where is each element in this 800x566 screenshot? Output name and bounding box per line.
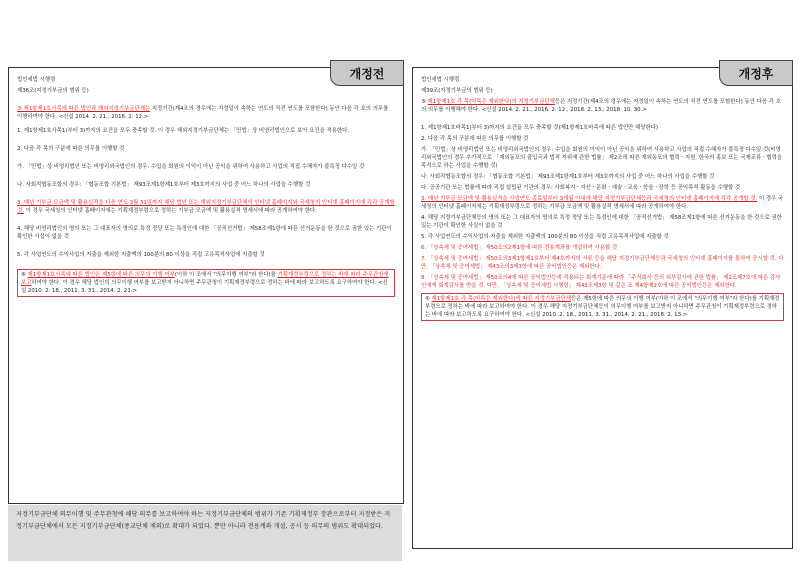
after-item-5: 5. 각 사업연도의 수익사업의 지출을 제외한 지출액의 100분의 80 이상을 직접 고유목적사업에 지출할 것	[421, 234, 669, 240]
after-law-title: 법인세법 시행령	[421, 77, 460, 83]
after-item-6: 6. 「상속세 및 증여세법」 제50조의2제1항에 따른 전용계좌를 개설하여 사용할 것	[421, 245, 618, 251]
before-item-2-na: 나. 사회적협동조합의 경우: 「협동조합 기본법」 제93조제1항제1호부터 제3호까지의 사업 중 어느 하나의 사업을 수행할 것	[17, 182, 311, 188]
before-item-2: 2. 다음 각 목의 구분에 따른 의무를 이행할 것	[17, 146, 125, 152]
after-item-2-na: 나. 사회적협동조합의 경우: 「협동조합 기본법」 제93조제1항제1호부터 제3호까지의 사업 중 어느 하나의 사업을 수행할 것	[421, 174, 715, 180]
before-paragraph-6: ⑥ 제1항제1호사목에 따른 법인은 제5항에 따른 의무의 이행 여부(이하 이 조에서 "의무이행 여부"라 한다)를 기획재정부령으로 정하는 바에 따라 주무관청에 보고하여야 한다. 이 경우 해당 법인의 의무이행 여부를 보고받지 아니하면 주무관청이 기획재정부령으로 정하는 바에 따라 보고하도록 요구하여야 한다. <신설 2010. 2. 18., 2011. 3. 31., 2014. 2. 21.>	[17, 269, 395, 297]
after-paragraph-6: ⑥ 제1항제1호 각 목(마목은 제외한다)에 따른 지정기부금단체등은 제5항에 따른 의무의 이행 여부(이하 이 조에서 "의무이행 여부"라 한다)를 기획재정부령으로 정하는 바에 따라 보고하여야 한다. 이 경우 해당 지정기부금단체등이 의무이행 여부를 보고받지 아니하면 주무관청이 기획재정부령으로 정하는 바에 따라 보고하도록 요구하여야 한다. <신설 2010. 2. 18., 2011. 3. 31., 2014. 2. 21., 2018. 2. 13.>	[421, 293, 784, 321]
before-article-title: 제36조(지정기부금의 범위 등)	[17, 88, 89, 94]
after-paragraph-5: ⑤ 제1항제1호 각 목(마목은 제외한다)의 지정기부금단체등은 지정기간(제4조의 경우에는 지정일이 속하는 연도의 직전 연도를 포함한다) 동안 다음 각 호의 의무를 이행해야 한다. <신설 2014. 2. 21., 2016. 2. 12., 2018. 2. 13., 2018. 10. 30.>	[421, 99, 781, 113]
after-item-8: 8. 「상속세 및 증여세법」 제50조의4에 따른 공익법인등에 적용되는 회계기준에 따라 「주식회사 등의 외부감사에 관한 법률」 제2조제7호에 따른 감사인에게 회계감사를 받을 것. 다만, 「상속세 및 증여세법 시행령」 제43조제3항 및 같은 조 제4항제2호에 따른 공익법인등은 제외한다.	[421, 275, 781, 289]
after-item-7: 7. 「상속세 및 증여세법」 제50조의3제1항제1호부터 제4호까지의 서류 등을 해당 지정기부금단체등과 국세청의 인터넷 홈페이지를 통하여 공시할 것. 다만, 「상속세 및 증여세법」 제43조의3제3항에 따른 공익법인등은 제외한다.	[421, 256, 784, 270]
summary-note: 지정기부금단체 의무이행 및 주무관청에 해당 의무를 보고하여야 하는 지정기부금단체의 범위가 기존 기획재정부 장관으로부터 지정받은 지정기부금단체에서 모든 지정기부금단체(종교단체 제외)로 확대가 되었다. 뿐만 아니라 전용계좌 개설, 공시 등 의무의 범위도 확대되었다.	[8, 505, 402, 561]
before-item-1: 1. 제1항제1호사목1)부터 3)까지의 요건을 모두 충족할 것. 이 경우 해외지정기부금단체는 「민법」상 비영리법인으로 보아 요건을 적용한다.	[17, 128, 350, 134]
before-item-2-ga: 가. 「민법」상 비영리법인 또는 비영리외국법인의 경우: 수입을 회원의 이익이 아닌 공익을 위하여 사용하고 사업의 직접 수혜자가 불특정 다수일 것	[17, 164, 365, 170]
after-label: 개정후	[719, 60, 793, 86]
after-item-2-da: 다. 공공기관 또는 법률에 따라 직접 설립된 기관의 경우: 사회복지ㆍ자선ㆍ문화ㆍ예술ㆍ교육ㆍ학술ㆍ장학 등 공익목적 활동을 수행할 것	[421, 185, 741, 191]
before-law-title: 법인세법 시행령	[17, 77, 56, 83]
after-item-3: 3. 매년 기부금 모금액 및 활용실적을 사업연도 종료일부터 3개월 이내에 해당 지정기부금단체등과 국세청의 인터넷 홈페이지에 각각 공개할 것. 이 경우 국세청의 인터넷 홈페이지에는 기획재정부령으로 정하는 기부금 모금액 및 활용실적 명세서에 따라 공개하여야 한다.	[421, 196, 784, 210]
before-label: 개정전	[330, 60, 404, 86]
before-body	[9, 68, 403, 304]
after-item-2-ga: 가. 「민법」상 비영리법인 또는 비영리외국법인의 경우: 수입을 회원의 이익이 아닌 공익을 위하여 사용하고 사업의 직접 수혜자가 불특정 다수일 것(비영리외국법인의 경우 추가적으로 「재외동포의 출입국과 법적 지위에 관한 법률」 제2조에 따른 재외동포의 협력ㆍ지원, 한국의 홍보 또는 국제교류ㆍ협력을 목적으로 하는 사업을 수행할 것)	[421, 147, 782, 169]
before-item-5: 5. 각 사업연도의 수익사업의 지출을 제외한 지출액의 100분의 80 이상을 직접 고유목적사업에 지출할 것	[17, 252, 265, 258]
before-paragraph-3: ③ 제1항제1호사목에 따른 법인과 해외지정기부금단체는 지정기간(제4조의 경우에는 지정일이 속하는 연도의 직전 연도를 포함한다) 동안 다음 각 호의 의무를 이행하여야 한다. <신설 2014. 2. 21., 2016. 2. 12.>	[17, 106, 389, 120]
before-panel	[8, 67, 404, 504]
after-article-title: 제39조(지정기부금의 범위 등)	[421, 88, 493, 94]
after-item-1: 1. 제1항제1호바목1)부터 3)까지의 요건을 모두 충족할 것(제1항제1호바목에 따른 법인만 해당한다)	[421, 125, 659, 131]
before-item-4: 4. 해당 비영리법인의 명의 또는 그 대표자의 명의로 특정 정당 또는 특정인에 대한 「공직선거법」 제58조제1항에 따른 선거운동을 한 것으로 권한 있는 기관이 확인한 사실이 없을 것	[17, 226, 392, 240]
after-body	[413, 68, 792, 328]
after-panel	[412, 67, 793, 549]
before-item-3: 3. 매년 기부금 모금액 및 활용실적을 다음 연도 3월 31일까지 해당 법인 또는 해외지정기부금단체의 인터넷 홈페이지와 국세청의 인터넷 홈페이지에 각각 공개할 것. 이 경우 국세청의 인터넷 홈페이지에는 기획재정부령으로 정하는 기부금 모금액 및 활용실적 명세서에 따라 공개하여야 한다.	[17, 200, 395, 214]
after-item-4: 4. 해당 지정기부금단체등의 명의 또는 그 대표자의 명의로 특정 정당 또는 특정인에 대한 「공직선거법」 제58조제1항에 따른 선거운동을 한 것으로 권한 있는 기관이 확인한 사실이 없을 것	[421, 215, 782, 229]
after-item-2: 2. 다음 각 목의 구분에 따른 의무를 이행할 것	[421, 136, 529, 142]
